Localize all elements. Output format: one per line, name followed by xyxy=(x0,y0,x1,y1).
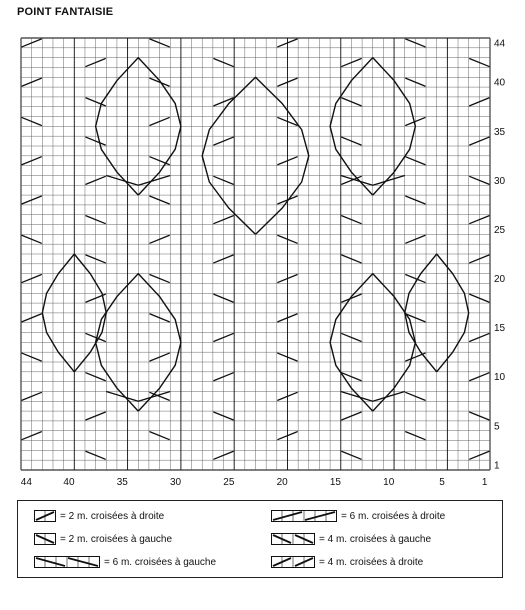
row-label: 30 xyxy=(494,175,506,187)
legend-item-2-right xyxy=(34,510,164,522)
row-label: 1 xyxy=(494,460,500,472)
legend-text: = 6 m. croisées à droite xyxy=(341,510,446,522)
column-label: 10 xyxy=(383,477,395,488)
legend-text: = 2 m. croisées à droite xyxy=(60,510,165,522)
column-label: 20 xyxy=(276,477,288,488)
row-label: 40 xyxy=(494,77,506,89)
row-label: 35 xyxy=(494,126,506,138)
row-label: 20 xyxy=(494,274,506,286)
legend-item-4-left xyxy=(271,533,431,545)
cross-4-left-icon xyxy=(271,533,315,545)
cross-6-left-icon xyxy=(34,556,100,568)
row-label: 10 xyxy=(494,372,506,384)
legend-item-6-right xyxy=(271,510,445,522)
column-label: 1 xyxy=(481,477,488,488)
legend-item-6-left xyxy=(34,556,216,568)
column-label: 25 xyxy=(223,477,235,488)
row-label: 5 xyxy=(494,421,500,433)
legend-item-4-right xyxy=(271,556,423,568)
column-labels xyxy=(21,477,488,488)
cross-4-right-icon xyxy=(271,556,315,568)
row-label: 25 xyxy=(494,224,506,236)
row-labels xyxy=(494,38,506,471)
legend-box xyxy=(17,500,503,578)
cross-2-left-icon xyxy=(34,533,56,545)
column-label: 35 xyxy=(116,477,128,488)
legend-text: = 4 m. croisées à gauche xyxy=(319,533,432,545)
chart-grid xyxy=(21,38,490,470)
column-label: 44 xyxy=(20,477,32,488)
column-label: 15 xyxy=(329,477,342,488)
column-label: 30 xyxy=(169,477,182,488)
cross-6-right-icon xyxy=(271,510,337,522)
legend-text: = 4 m. croisées à droite xyxy=(319,556,424,568)
column-label: 40 xyxy=(63,477,75,488)
legend-item-2-left xyxy=(34,533,172,545)
row-label: 44 xyxy=(494,38,506,50)
column-label: 5 xyxy=(439,477,445,488)
legend-text: = 6 m. croisées à gauche xyxy=(104,556,217,568)
chart-title: POINT FANTAISIE xyxy=(17,6,114,18)
cross-2-right-icon xyxy=(34,510,56,522)
legend-text: = 2 m. croisées à gauche xyxy=(60,533,173,545)
row-label: 15 xyxy=(494,323,506,335)
